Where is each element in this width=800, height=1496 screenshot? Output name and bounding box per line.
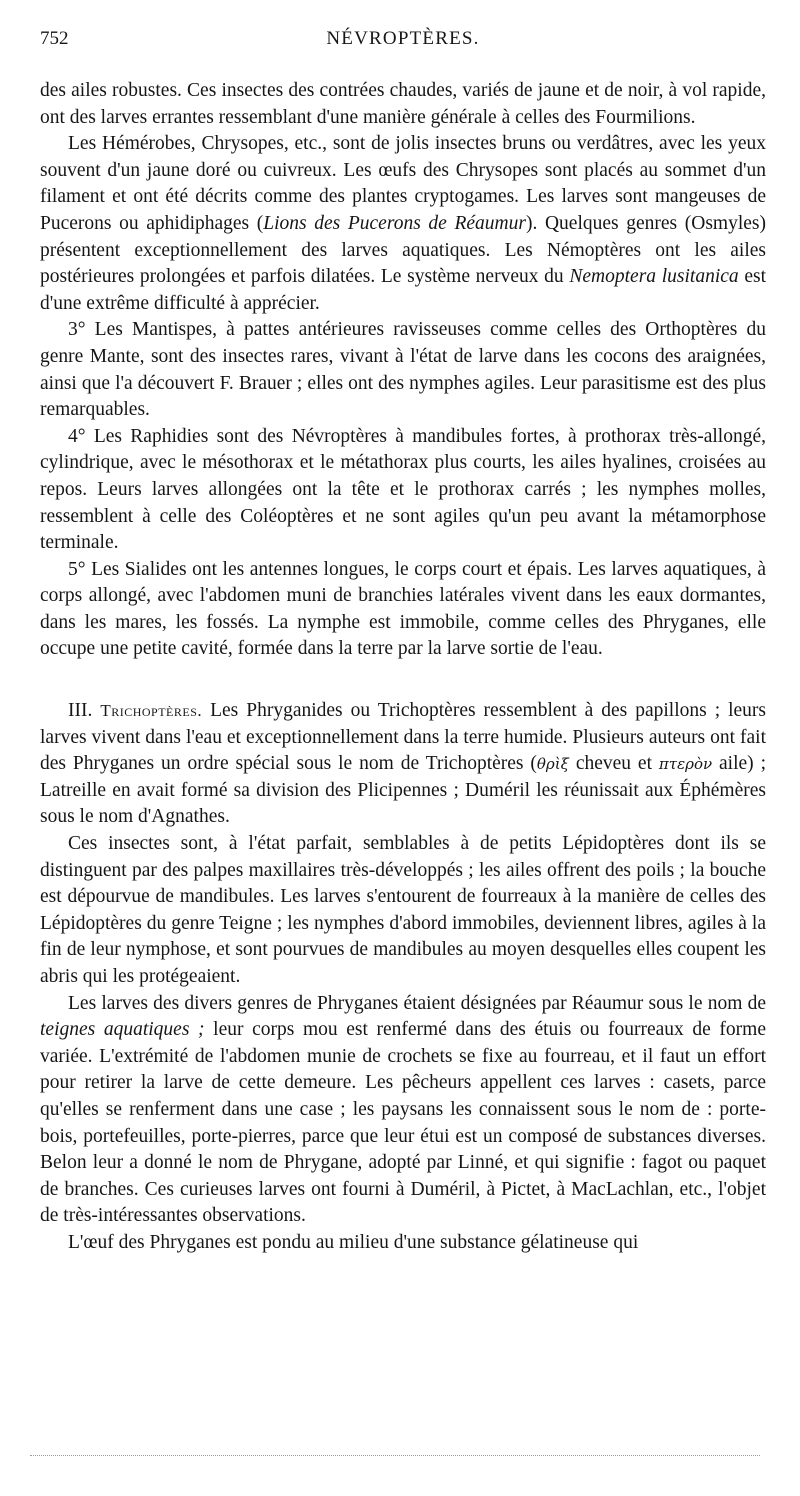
page-number: 752 <box>40 28 69 49</box>
paragraph-oeuf: L'œuf des Phryganes est pondu au milieu d'une substance gélatineuse qui <box>68 1231 639 1253</box>
paragraph-trichopteres: III. Trichoptères. Les Phryganides ou Trichoptères ressemblent à des papillons ; leurs larves vivent dans l'eau et exceptionnellement dans la terre humide. Plusieurs auteurs ont fait des Phryganes un ordre spécial sous le nom de Trichoptères (θρὶξ cheveu et πτερὸν aile) ; Latreille en avait formé sa division des Plicipennes ; Duméril les réunissait aux Éphémères sous le nom d'Agnathes. <box>40 700 766 828</box>
paragraph-mantispes: 3° Les Mantispes, à pattes antérieures ravisseuses comme celles des Orthoptères du genre Mante, sont des insectes rares, vivant à l'état de larve dans les cocons des araignées, ainsi que l'a découvert F. Brauer ; elles ont des nymphes agiles. Leur parasitisme est des plus remarquables. <box>40 319 766 421</box>
paragraph-larves-phryganes: Les larves des divers genres de Phryganes étaient désignées par Réaumur sous le nom de teignes aquatiques ; leur corps mou est renfermé dans des étuis ou fourreaux de forme variée. L'extrémité de l'abdomen munie de crochets se fixe au fourreau, et il faut un effort pour retirer la larve de cette demeure. Les pêcheurs appellent ces larves : casets, parce qu'elles se renferment dans une case ; les paysans les connaissent sous le nom de : porte-bois, portefeuilles, porte-pierres, parce que leur étui est un composé de substances diverses. Belon leur a donné le nom de Phrygane, adopté par Linné, et qui signifie : fagot ou paquet de branches. Ces curieuses larves ont fourni à Duméril, à Pictet, à MacLachlan, etc., l'objet de très-intéressantes observations. <box>40 992 766 1227</box>
paragraph-raphidies: 4° Les Raphidies sont des Névroptères à mandibules fortes, à prothorax très-allongé, cylindrique, avec le mésothorax et le métathorax plus courts, les ailes hyalines, croisées au repos. Leurs larves allongées ont la tête et le prothorax carrés ; les nymphes molles, ressemblent à celle des Coléoptères et ne sont agiles qu'un peu avant la métamorphose terminale. <box>40 425 766 554</box>
paragraph-sialides: 5° Les Sialides ont les antennes longues, le corps court et épais. Les larves aquatiques, à corps allongé, avec l'abdomen muni de branchies latérales vivent dans les eaux dormantes, dans les mares, les fossés. La nymphe est immobile, comme celles des Phryganes, elle occupe une petite cavité, formée dans la terre par la larve sortie de l'eau. <box>40 558 766 660</box>
section-heading: Trichoptères. <box>100 701 203 721</box>
page-footer-rule <box>30 1455 760 1456</box>
paragraph-continuation: des ailes robustes. Ces insectes des contrées chaudes, variés de jaune et de noir, à vol rapide, ont des larves errantes ressemblant d'une manière générale à celles des Fourmilions. <box>40 80 766 128</box>
running-title: NÉVROPTÈRES. <box>326 28 480 49</box>
section-gap <box>40 663 766 698</box>
running-head <box>40 20 766 58</box>
paragraph-hemerobes: Les Hémérobes, Chrysopes, etc., sont de jolis insectes bruns ou verdâtres, avec les yeux souvent d'un jaune doré ou cuivreux. Les œufs des Chrysopes sont placés au sommet d'un filament et ont été décrits comme des plantes cryptogames. Les larves sont mangeuses de Pucerons ou aphidiphages (Lions des Pucerons de Réaumur). Quelques genres (Osmyles) présentent exceptionnellement des larves aquatiques. Les Némoptères ont les ailes postérieures prolongées et parfois dilatées. Le système nerveux du Nemoptera lusitanica est d'une extrême difficulté à apprécier. <box>40 133 766 314</box>
paragraph-insectes-parfait: Ces insectes sont, à l'état parfait, semblables à de petits Lépidoptères dont ils se distinguent par des palpes maxillaires très-développés ; les ailes offrent des poils ; la bouche est dépourvue de mandibules. Les larves s'entourent de fourreaux à la manière de celles des Lépidoptères du genre Teigne ; les nymphes d'abord immobiles, deviennent libres, agiles à la fin de leur nymphose, et sont pourvues de mandibules au moyen desquelles elles coupent les abris qui les protégeaient. <box>40 833 766 987</box>
